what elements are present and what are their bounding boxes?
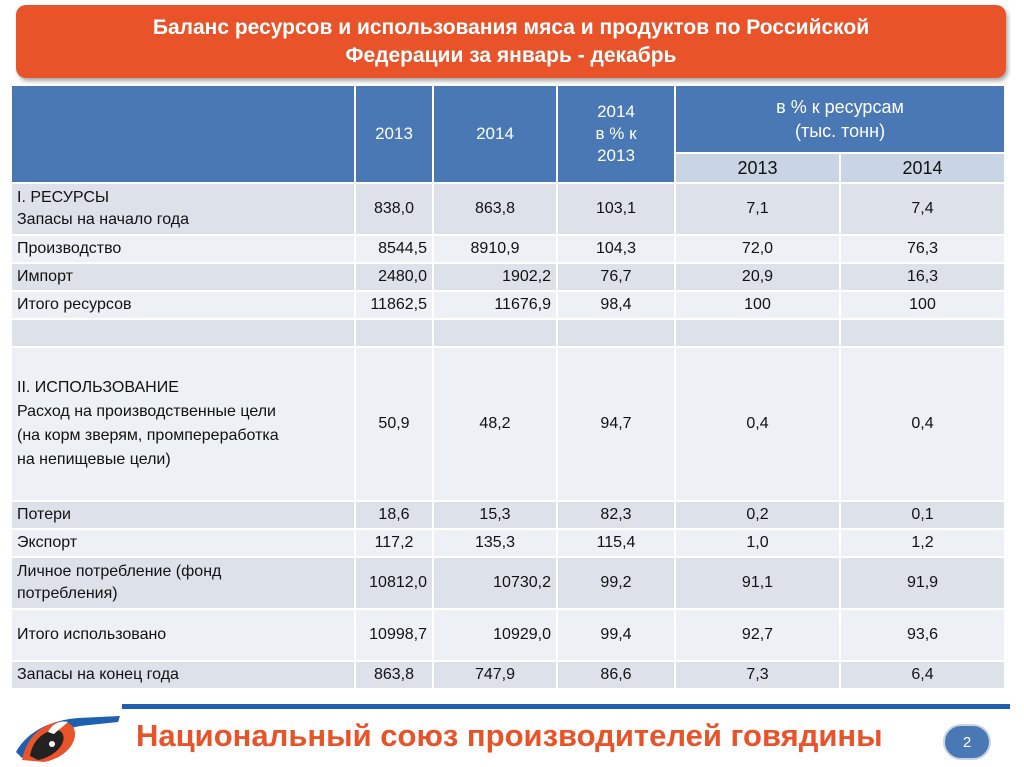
cell-pct: 99,2 (557, 557, 675, 609)
header-empty-cell (11, 85, 355, 183)
cell-share-2014: 7,4 (840, 183, 1005, 235)
cell-share-2013: 92,7 (675, 609, 840, 661)
footer-divider (122, 704, 1010, 709)
slide-title-line-1: Баланс ресурсов и использования мяса и продуктов по Российской (152, 15, 870, 39)
cell-2014: 747,9 (433, 661, 557, 689)
cell-2014: 11676,9 (433, 291, 557, 319)
header-share-line-1: в % к ресурсам (776, 97, 904, 117)
cell-share-2014: 0,1 (840, 501, 1005, 529)
header-2014: 2014 (433, 85, 557, 183)
table-row (11, 235, 1005, 263)
footer-organization-name: Национальный союз производителей говядины (136, 718, 883, 753)
cell-2014: 10929,0 (433, 609, 557, 661)
cell-2013: 863,8 (355, 661, 433, 689)
cell-2014: 135,3 (433, 529, 557, 557)
cell-share-2013: 0,2 (675, 501, 840, 529)
row-label-line: на непищевые цели) (17, 451, 171, 468)
cell-2013: 10812,0 (355, 557, 433, 609)
table-row (11, 263, 1005, 291)
cell-share-2014: 1,2 (840, 529, 1005, 557)
row-label (11, 557, 355, 609)
cell-share-2013: 20,9 (675, 263, 840, 291)
cell-share-2014: 76,3 (840, 235, 1005, 263)
table-row (11, 609, 1005, 661)
cell-pct: 115,4 (557, 529, 675, 557)
row-label-line: потребления) (17, 585, 118, 602)
table-row (11, 501, 1005, 529)
table-row (11, 557, 1005, 609)
bull-logo-icon (8, 700, 123, 766)
cell-2013: 117,2 (355, 529, 433, 557)
cell-share-2013: 91,1 (675, 557, 840, 609)
empty-cell (557, 319, 675, 347)
header-pct-line-3: 2013 (597, 146, 635, 165)
row-label-line: II. ИСПОЛЬЗОВАНИЕ (17, 379, 179, 396)
cell-pct: 99,4 (557, 609, 675, 661)
row-label: Импорт (11, 263, 355, 291)
cell-2013: 50,9 (355, 347, 433, 501)
cell-pct: 104,3 (557, 235, 675, 263)
cell-pct: 103,1 (557, 183, 675, 235)
cell-share-2013: 7,1 (675, 183, 840, 235)
row-label-line: Расход на производственные цели (17, 403, 276, 420)
row-label-line: (на корм зверям, промпереработка (17, 427, 279, 444)
slide-title-line-2: Федерации за январь - декабрь (345, 43, 677, 67)
cell-share-2013: 100 (675, 291, 840, 319)
row-label-line: Запасы на начало года (17, 211, 189, 228)
cell-pct: 98,4 (557, 291, 675, 319)
empty-cell (433, 319, 557, 347)
cell-share-2014: 93,6 (840, 609, 1005, 661)
cell-2013: 838,0 (355, 183, 433, 235)
cell-share-2013: 7,3 (675, 661, 840, 689)
empty-cell (11, 319, 355, 347)
cell-2013: 18,6 (355, 501, 433, 529)
header-pct-change (557, 85, 675, 183)
cell-share-2014: 100 (840, 291, 1005, 319)
row-label: Экспорт (11, 529, 355, 557)
header-share-of-resources (675, 85, 1005, 153)
cell-2014: 10730,2 (433, 557, 557, 609)
row-label (11, 183, 355, 235)
cell-2014: 863,8 (433, 183, 557, 235)
empty-cell (840, 319, 1005, 347)
cell-2014: 15,3 (433, 501, 557, 529)
row-label (11, 347, 355, 501)
table-row (11, 183, 1005, 235)
row-label-line: I. РЕСУРСЫ (17, 189, 110, 206)
table-row (11, 291, 1005, 319)
header-share-2014: 2014 (840, 153, 1005, 183)
cell-pct: 86,6 (557, 661, 675, 689)
row-label-line: Личное потребление (фонд (17, 563, 222, 580)
empty-cell (675, 319, 840, 347)
cell-2014: 1902,2 (433, 263, 557, 291)
row-label: Запасы на конец года (11, 661, 355, 689)
table-row-empty (11, 319, 1005, 347)
table-row (11, 529, 1005, 557)
cell-share-2013: 1,0 (675, 529, 840, 557)
row-label: Производство (11, 235, 355, 263)
header-pct-line-1: 2014 (597, 102, 635, 121)
cell-pct: 76,7 (557, 263, 675, 291)
row-label: Итого использовано (11, 609, 355, 661)
cell-2013: 10998,7 (355, 609, 433, 661)
cell-2013: 2480,0 (355, 263, 433, 291)
cell-2013: 8544,5 (355, 235, 433, 263)
cell-share-2013: 0,4 (675, 347, 840, 501)
empty-cell (355, 319, 433, 347)
table-row (11, 661, 1005, 689)
header-share-2013: 2013 (675, 153, 840, 183)
cell-share-2014: 6,4 (840, 661, 1005, 689)
cell-share-2013: 72,0 (675, 235, 840, 263)
header-pct-line-2: в % к (595, 124, 637, 143)
slide-title-banner (16, 5, 1006, 78)
table-row (11, 347, 1005, 501)
page-number-badge: 2 (943, 724, 991, 760)
cell-share-2014: 16,3 (840, 263, 1005, 291)
cell-pct: 94,7 (557, 347, 675, 501)
cell-2014: 8910,9 (433, 235, 557, 263)
meat-balance-table (10, 84, 1006, 690)
cell-2014: 48,2 (433, 347, 557, 501)
header-2013: 2013 (355, 85, 433, 183)
header-share-line-2: (тыс. тонн) (794, 121, 886, 141)
row-label: Потери (11, 501, 355, 529)
cell-pct: 82,3 (557, 501, 675, 529)
cell-share-2014: 0,4 (840, 347, 1005, 501)
cell-share-2014: 91,9 (840, 557, 1005, 609)
cell-2013: 11862,5 (355, 291, 433, 319)
row-label: Итого ресурсов (11, 291, 355, 319)
